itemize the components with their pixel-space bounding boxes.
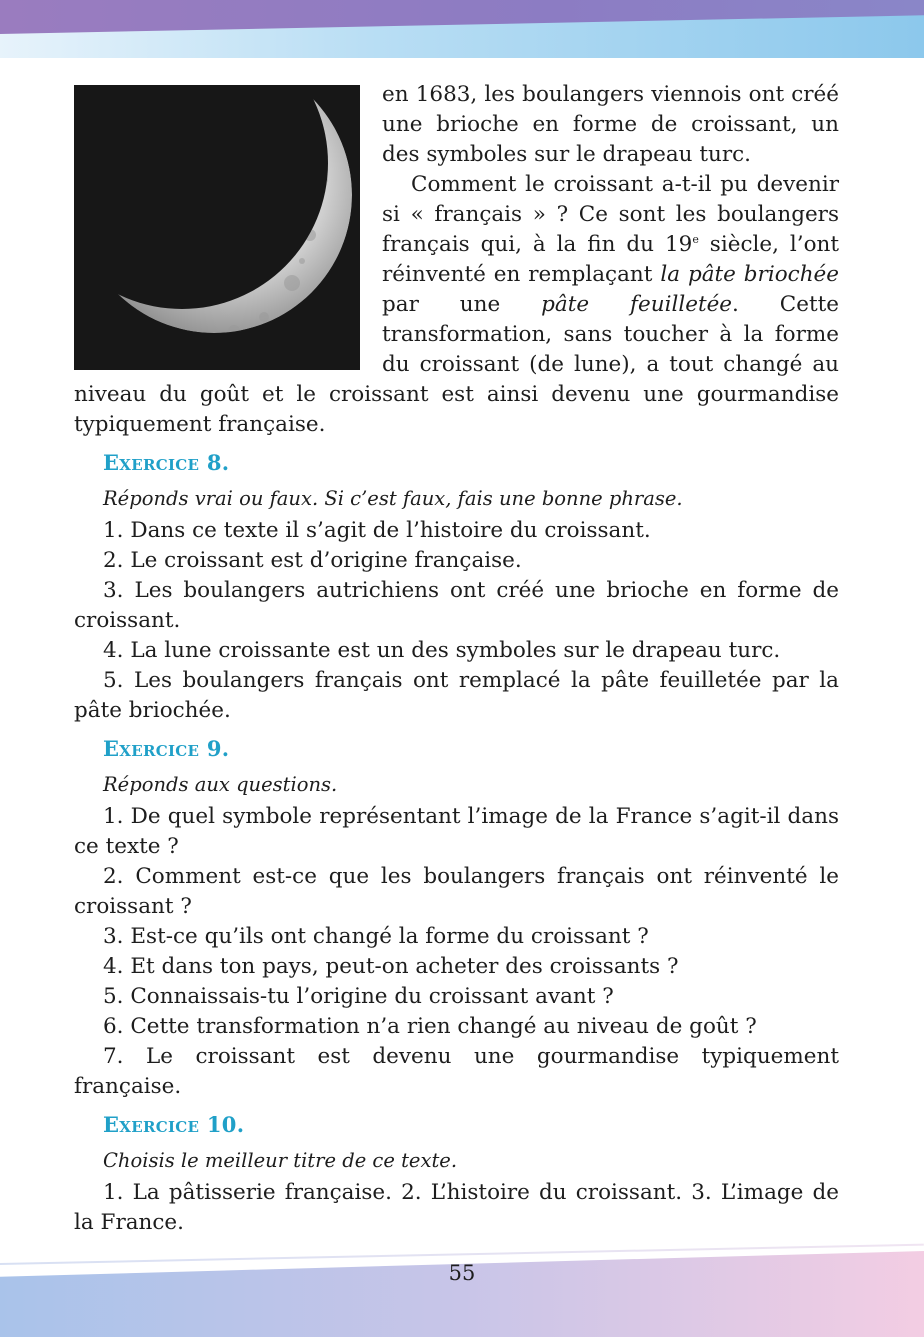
page-content: [74, 80, 839, 1238]
exercise-9-item: 3. Est-ce qu’ils ont changé la forme du croissant ?: [103, 924, 649, 949]
exercise-9-item: 6. Cette transformation n’a rien changé au niveau de goût ?: [103, 1014, 757, 1039]
exercise-8-item: 2. Le croissant est d’origine française.: [103, 548, 522, 573]
exercise-9-title: Exercice 9.: [103, 736, 230, 761]
exercise-9-item: 2. Comment est-ce que les boulangers français ont réinventé le croissant ?: [74, 864, 839, 919]
exercise-8-instruction: Réponds vrai ou faux. Si c’est faux, fais une bonne phrase.: [103, 487, 683, 510]
exercise-8-item: 4. La lune croissante est un des symboles sur le drapeau turc.: [103, 638, 781, 663]
exercise-10-title: Exercice 10.: [103, 1112, 245, 1137]
exercise-9-instruction: Réponds aux questions.: [103, 773, 338, 796]
intro-emphasis-brioche: la pâte briochée: [660, 262, 839, 287]
intro-emphasis-feuilletee: pâte feuilletée: [541, 292, 733, 317]
exercise-9-item: 1. De quel symbole représentant l’image de la France s’agit-il dans ce texte ?: [74, 804, 839, 859]
exercise-8-item: 1. Dans ce texte il s’agit de l’histoire du croissant.: [103, 518, 651, 543]
exercise-10-instruction: Choisis le meilleur titre de ce texte.: [103, 1149, 458, 1172]
crescent-moon-photo: [74, 85, 360, 370]
exercise-8-item: 5. Les boulangers français ont remplacé la pâte feuilletée par la pâte briochée.: [74, 668, 839, 723]
intro-text-c: par une: [382, 292, 542, 317]
page-number: 55: [448, 1261, 476, 1285]
exercise-8-title: Exercice 8.: [103, 450, 230, 475]
intro-text-d: . Cette transformation, sans toucher à la forme du croissant (de lune), a tout changé au niveau du goût et le croissant est ainsi devenu une gourmandise typiquement française.: [74, 292, 839, 437]
exercise-9-item: 7. Le croissant est devenu une gourmandise typiquement française.: [74, 1044, 839, 1099]
century-superscript: e: [692, 232, 699, 246]
exercise-9-item: 4. Et dans ton pays, peut-on acheter des croissants ?: [103, 954, 679, 979]
crescent-moon-icon: [74, 85, 360, 370]
exercise-9-item: 5. Connaissais-tu l’origine du croissant avant ?: [103, 984, 614, 1009]
exercise-10-answer-options: 1. La pâtisserie française. 2. L’histoire du croissant. 3. L’image de la France.: [74, 1180, 839, 1235]
intro-text-b: siècle, l’ont réinventé en remplaçant: [382, 232, 840, 287]
intro-paragraph-1: en 1683, les boulangers viennois ont créé une brioche en forme de croissant, un des symboles sur le drapeau turc.: [382, 82, 839, 167]
intro-text-a: Comment le croissant a-t-il pu devenir si « français » ? Ce sont les boulangers français qui, à la fin du 19: [382, 172, 839, 257]
exercise-8-item: 3. Les boulangers autrichiens ont créé une brioche en forme de croissant.: [74, 578, 839, 633]
